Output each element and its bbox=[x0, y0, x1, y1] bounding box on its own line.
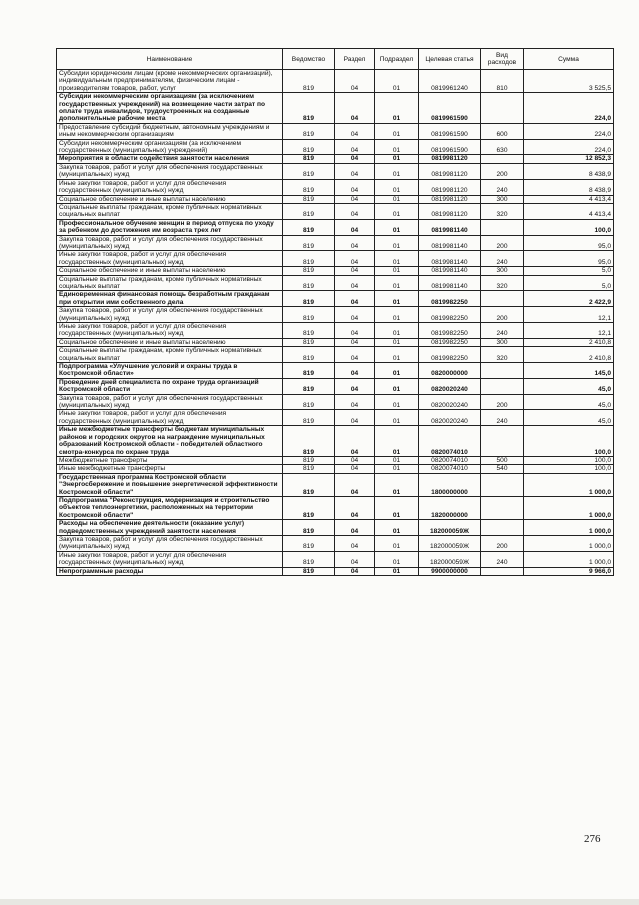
cell-name: Социальные выплаты гражданам, кроме публичных нормативных социальных выплат bbox=[57, 347, 283, 363]
cell-name: Закупка товаров, работ и услуг для обеспечения государственных (муниципальных) нужд bbox=[57, 235, 283, 251]
cell-celevaya-statya: 0820020240 bbox=[419, 410, 481, 426]
cell-razdel: 04 bbox=[335, 163, 375, 179]
cell-vid-rashodov: 200 bbox=[481, 235, 524, 251]
cell-podrazdel: 01 bbox=[375, 465, 419, 473]
cell-name: Подпрограмма "Реконструкция, модернизация и строительство объектов теплоэнергетики, расположенных на территории Костромской области" bbox=[57, 496, 283, 519]
cell-podrazdel: 01 bbox=[375, 179, 419, 195]
cell-vedomstvo: 819 bbox=[283, 456, 335, 464]
cell-summa: 12 852,3 bbox=[524, 155, 614, 163]
cell-summa: 8 438,9 bbox=[524, 179, 614, 195]
cell-vid-rashodov bbox=[481, 473, 524, 496]
cell-vedomstvo: 819 bbox=[283, 426, 335, 457]
cell-vedomstvo: 819 bbox=[283, 567, 335, 575]
table-row bbox=[57, 551, 614, 567]
cell-name: Предоставление субсидий бюджетным, автономным учреждениям и иным некоммерческим организациям bbox=[57, 123, 283, 139]
cell-vid-rashodov: 240 bbox=[481, 179, 524, 195]
table-body bbox=[57, 70, 614, 576]
cell-vid-rashodov: 240 bbox=[481, 251, 524, 267]
cell-name: Государственная программа Костромской области "Энергосбережение и повышение энергетической эффективности Костромской области" bbox=[57, 473, 283, 496]
cell-summa: 2 410,8 bbox=[524, 338, 614, 346]
cell-podrazdel: 01 bbox=[375, 456, 419, 464]
cell-vid-rashodov: 300 bbox=[481, 267, 524, 275]
cell-razdel: 04 bbox=[335, 323, 375, 339]
cell-summa: 95,0 bbox=[524, 251, 614, 267]
cell-razdel: 04 bbox=[335, 291, 375, 307]
table-row bbox=[57, 93, 614, 124]
scan-edge bbox=[0, 899, 639, 905]
cell-razdel: 04 bbox=[335, 347, 375, 363]
cell-celevaya-statya: 0819981140 bbox=[419, 275, 481, 291]
cell-celevaya-statya: 9900000000 bbox=[419, 567, 481, 575]
cell-name: Подпрограмма «Улучшение условий и охраны труда в Костромской области» bbox=[57, 363, 283, 379]
table-row bbox=[57, 496, 614, 519]
cell-razdel: 04 bbox=[335, 473, 375, 496]
cell-celevaya-statya: 0819981120 bbox=[419, 195, 481, 203]
cell-podrazdel: 01 bbox=[375, 323, 419, 339]
cell-podrazdel: 01 bbox=[375, 363, 419, 379]
cell-summa: 224,0 bbox=[524, 93, 614, 124]
cell-podrazdel: 01 bbox=[375, 70, 419, 93]
cell-razdel: 04 bbox=[335, 551, 375, 567]
cell-summa: 95,0 bbox=[524, 235, 614, 251]
cell-celevaya-statya: 0819982250 bbox=[419, 347, 481, 363]
table-row bbox=[57, 363, 614, 379]
cell-vedomstvo: 819 bbox=[283, 363, 335, 379]
cell-name: Закупка товаров, работ и услуг для обеспечения государственных (муниципальных) нужд bbox=[57, 394, 283, 410]
cell-celevaya-statya: 0819961240 bbox=[419, 70, 481, 93]
cell-vedomstvo: 819 bbox=[283, 93, 335, 124]
cell-vedomstvo: 819 bbox=[283, 535, 335, 551]
cell-vid-rashodov bbox=[481, 496, 524, 519]
cell-name: Социальное обеспечение и иные выплаты населению bbox=[57, 195, 283, 203]
cell-summa: 12,1 bbox=[524, 323, 614, 339]
cell-podrazdel: 01 bbox=[375, 473, 419, 496]
cell-razdel: 04 bbox=[335, 567, 375, 575]
budget-table bbox=[56, 48, 614, 576]
cell-razdel: 04 bbox=[335, 235, 375, 251]
cell-vid-rashodov: 200 bbox=[481, 307, 524, 323]
table-row bbox=[57, 267, 614, 275]
cell-vid-rashodov: 240 bbox=[481, 323, 524, 339]
cell-name: Иные закупки товаров, работ и услуг для обеспечения государственных (муниципальных) нужд bbox=[57, 251, 283, 267]
cell-podrazdel: 01 bbox=[375, 347, 419, 363]
cell-vid-rashodov: 300 bbox=[481, 338, 524, 346]
cell-podrazdel: 01 bbox=[375, 195, 419, 203]
cell-podrazdel: 01 bbox=[375, 155, 419, 163]
cell-summa: 145,0 bbox=[524, 363, 614, 379]
cell-podrazdel: 01 bbox=[375, 520, 419, 536]
cell-razdel: 04 bbox=[335, 496, 375, 519]
table-row bbox=[57, 235, 614, 251]
table-row bbox=[57, 275, 614, 291]
cell-celevaya-statya: 1820000000 bbox=[419, 496, 481, 519]
cell-vedomstvo: 819 bbox=[283, 155, 335, 163]
cell-razdel: 04 bbox=[335, 179, 375, 195]
cell-name: Социальные выплаты гражданам, кроме публичных нормативных социальных выплат bbox=[57, 203, 283, 219]
cell-vedomstvo: 819 bbox=[283, 267, 335, 275]
cell-vid-rashodov bbox=[481, 93, 524, 124]
cell-podrazdel: 01 bbox=[375, 163, 419, 179]
cell-name: Непрограммные расходы bbox=[57, 567, 283, 575]
cell-name: Субсидии некоммерческим организациям (за исключением государственных учреждений) на возмещение части затрат по оплате труда инвалидов, трудоустроенных на созданные дополнительные рабочие места bbox=[57, 93, 283, 124]
table-row bbox=[57, 307, 614, 323]
cell-summa: 2 422,9 bbox=[524, 291, 614, 307]
cell-razdel: 04 bbox=[335, 394, 375, 410]
table-header-row bbox=[57, 49, 614, 70]
cell-name: Социальные выплаты гражданам, кроме публичных нормативных социальных выплат bbox=[57, 275, 283, 291]
cell-vid-rashodov: 200 bbox=[481, 394, 524, 410]
table-row bbox=[57, 378, 614, 394]
cell-razdel: 04 bbox=[335, 307, 375, 323]
header-vedomstvo: Ведомство bbox=[283, 49, 335, 70]
cell-podrazdel: 01 bbox=[375, 93, 419, 124]
cell-razdel: 04 bbox=[335, 93, 375, 124]
cell-vedomstvo: 819 bbox=[283, 275, 335, 291]
table-row bbox=[57, 456, 614, 464]
cell-vedomstvo: 819 bbox=[283, 551, 335, 567]
cell-summa: 100,0 bbox=[524, 465, 614, 473]
cell-vid-rashodov: 240 bbox=[481, 410, 524, 426]
cell-vedomstvo: 819 bbox=[283, 347, 335, 363]
cell-name: Закупка товаров, работ и услуг для обеспечения государственных (муниципальных) нужд bbox=[57, 307, 283, 323]
cell-vid-rashodov bbox=[481, 426, 524, 457]
cell-podrazdel: 01 bbox=[375, 567, 419, 575]
cell-vedomstvo: 819 bbox=[283, 179, 335, 195]
table-row bbox=[57, 163, 614, 179]
cell-summa: 1 000,0 bbox=[524, 551, 614, 567]
cell-podrazdel: 01 bbox=[375, 535, 419, 551]
cell-vid-rashodov: 320 bbox=[481, 275, 524, 291]
header-razdel: Раздел bbox=[335, 49, 375, 70]
cell-name: Проведение дней специалиста по охране труда организаций Костромской области bbox=[57, 378, 283, 394]
cell-celevaya-statya: 0820020240 bbox=[419, 378, 481, 394]
cell-vedomstvo: 819 bbox=[283, 520, 335, 536]
cell-podrazdel: 01 bbox=[375, 338, 419, 346]
table-row bbox=[57, 291, 614, 307]
cell-vedomstvo: 819 bbox=[283, 410, 335, 426]
cell-vid-rashodov: 300 bbox=[481, 195, 524, 203]
table-row bbox=[57, 323, 614, 339]
cell-name: Социальное обеспечение и иные выплаты населению bbox=[57, 267, 283, 275]
cell-celevaya-statya: 182000059Ж bbox=[419, 520, 481, 536]
table-row bbox=[57, 410, 614, 426]
cell-summa: 8 438,9 bbox=[524, 163, 614, 179]
cell-vid-rashodov: 320 bbox=[481, 203, 524, 219]
cell-celevaya-statya: 1800000000 bbox=[419, 473, 481, 496]
cell-vid-rashodov bbox=[481, 520, 524, 536]
cell-razdel: 04 bbox=[335, 338, 375, 346]
cell-podrazdel: 01 bbox=[375, 251, 419, 267]
cell-celevaya-statya: 0819961590 bbox=[419, 139, 481, 155]
cell-summa: 1 000,0 bbox=[524, 535, 614, 551]
cell-vid-rashodov: 600 bbox=[481, 123, 524, 139]
cell-vid-rashodov: 540 bbox=[481, 465, 524, 473]
cell-razdel: 04 bbox=[335, 410, 375, 426]
cell-vedomstvo: 819 bbox=[283, 251, 335, 267]
cell-summa: 5,0 bbox=[524, 267, 614, 275]
table-row bbox=[57, 520, 614, 536]
cell-name: Иные межбюджетные трансферты бюджетам муниципальных районов и городских округов на награждение муниципальных образований Костромской области - победителей областного смотра-конкурса по охране труда bbox=[57, 426, 283, 457]
cell-name: Профессиональное обучение женщин в период отпуска по уходу за ребенком до достижения им возраста трех лет bbox=[57, 219, 283, 235]
cell-vid-rashodov bbox=[481, 291, 524, 307]
cell-podrazdel: 01 bbox=[375, 139, 419, 155]
cell-celevaya-statya: 0819981120 bbox=[419, 203, 481, 219]
cell-celevaya-statya: 0819981140 bbox=[419, 251, 481, 267]
cell-razdel: 04 bbox=[335, 456, 375, 464]
cell-vedomstvo: 819 bbox=[283, 496, 335, 519]
cell-name: Закупка товаров, работ и услуг для обеспечения государственных (муниципальных) нужд bbox=[57, 163, 283, 179]
table-row bbox=[57, 473, 614, 496]
cell-podrazdel: 01 bbox=[375, 235, 419, 251]
cell-podrazdel: 01 bbox=[375, 203, 419, 219]
table-row bbox=[57, 203, 614, 219]
cell-name: Субсидии некоммерческим организациям (за исключением государственных (муниципальных) учреждений) bbox=[57, 139, 283, 155]
cell-name: Единовременная финансовая помощь безработным гражданам при открытии ими собственного дела bbox=[57, 291, 283, 307]
cell-vid-rashodov: 320 bbox=[481, 347, 524, 363]
cell-podrazdel: 01 bbox=[375, 275, 419, 291]
cell-razdel: 04 bbox=[335, 520, 375, 536]
cell-name: Иные закупки товаров, работ и услуг для обеспечения государственных (муниципальных) нужд bbox=[57, 410, 283, 426]
cell-vid-rashodov: 630 bbox=[481, 139, 524, 155]
cell-celevaya-statya: 0819982250 bbox=[419, 307, 481, 323]
cell-podrazdel: 01 bbox=[375, 219, 419, 235]
cell-podrazdel: 01 bbox=[375, 123, 419, 139]
cell-celevaya-statya: 0819981140 bbox=[419, 267, 481, 275]
cell-podrazdel: 01 bbox=[375, 496, 419, 519]
cell-summa: 1 000,0 bbox=[524, 496, 614, 519]
table-row bbox=[57, 70, 614, 93]
cell-vedomstvo: 819 bbox=[283, 219, 335, 235]
cell-vedomstvo: 819 bbox=[283, 203, 335, 219]
cell-summa: 100,0 bbox=[524, 456, 614, 464]
cell-vid-rashodov: 240 bbox=[481, 551, 524, 567]
cell-razdel: 04 bbox=[335, 219, 375, 235]
cell-summa: 4 413,4 bbox=[524, 203, 614, 219]
cell-razdel: 04 bbox=[335, 267, 375, 275]
cell-celevaya-statya: 0819982250 bbox=[419, 338, 481, 346]
cell-summa: 224,0 bbox=[524, 123, 614, 139]
cell-celevaya-statya: 0819981120 bbox=[419, 163, 481, 179]
table-row bbox=[57, 139, 614, 155]
cell-vid-rashodov bbox=[481, 363, 524, 379]
cell-celevaya-statya: 0819982250 bbox=[419, 323, 481, 339]
cell-celevaya-statya: 0819981140 bbox=[419, 235, 481, 251]
cell-summa: 9 966,0 bbox=[524, 567, 614, 575]
table-row bbox=[57, 465, 614, 473]
cell-vid-rashodov: 200 bbox=[481, 163, 524, 179]
table-row bbox=[57, 219, 614, 235]
cell-podrazdel: 01 bbox=[375, 291, 419, 307]
cell-name: Иные закупки товаров, работ и услуг для обеспечения государственных (муниципальных) нужд bbox=[57, 551, 283, 567]
cell-celevaya-statya: 182000059Ж bbox=[419, 535, 481, 551]
cell-summa: 12,1 bbox=[524, 307, 614, 323]
cell-vid-rashodov bbox=[481, 567, 524, 575]
cell-podrazdel: 01 bbox=[375, 410, 419, 426]
table-row bbox=[57, 338, 614, 346]
cell-summa: 45,0 bbox=[524, 378, 614, 394]
cell-vedomstvo: 819 bbox=[283, 139, 335, 155]
cell-vedomstvo: 819 bbox=[283, 394, 335, 410]
cell-name: Социальное обеспечение и иные выплаты населению bbox=[57, 338, 283, 346]
cell-vid-rashodov: 500 bbox=[481, 456, 524, 464]
cell-vid-rashodov bbox=[481, 378, 524, 394]
cell-celevaya-statya: 0820074010 bbox=[419, 465, 481, 473]
table-row bbox=[57, 179, 614, 195]
cell-razdel: 04 bbox=[335, 155, 375, 163]
cell-celevaya-statya: 0819981140 bbox=[419, 219, 481, 235]
cell-razdel: 04 bbox=[335, 139, 375, 155]
cell-celevaya-statya: 0819981120 bbox=[419, 155, 481, 163]
cell-razdel: 04 bbox=[335, 70, 375, 93]
table-row bbox=[57, 195, 614, 203]
cell-celevaya-statya: 0820074010 bbox=[419, 456, 481, 464]
cell-vid-rashodov bbox=[481, 219, 524, 235]
header-name: Наименование bbox=[57, 49, 283, 70]
cell-celevaya-statya: 0819982250 bbox=[419, 291, 481, 307]
cell-razdel: 04 bbox=[335, 535, 375, 551]
cell-summa: 1 000,0 bbox=[524, 520, 614, 536]
cell-vid-rashodov: 810 bbox=[481, 70, 524, 93]
cell-podrazdel: 01 bbox=[375, 551, 419, 567]
cell-vedomstvo: 819 bbox=[283, 291, 335, 307]
cell-razdel: 04 bbox=[335, 203, 375, 219]
cell-summa: 3 525,5 bbox=[524, 70, 614, 93]
cell-summa: 5,0 bbox=[524, 275, 614, 291]
cell-vedomstvo: 819 bbox=[283, 473, 335, 496]
cell-razdel: 04 bbox=[335, 195, 375, 203]
header-podrazdel: Подраздел bbox=[375, 49, 419, 70]
cell-name: Расходы на обеспечение деятельности (оказание услуг) подведомственных учреждений занятости населения bbox=[57, 520, 283, 536]
cell-vedomstvo: 819 bbox=[283, 70, 335, 93]
cell-vedomstvo: 819 bbox=[283, 195, 335, 203]
header-celevaya-statya: Целевая статья bbox=[419, 49, 481, 70]
cell-summa: 45,0 bbox=[524, 394, 614, 410]
header-vid-rashodov: Вид расходов bbox=[481, 49, 524, 70]
cell-vedomstvo: 819 bbox=[283, 123, 335, 139]
cell-name: Субсидии юридическим лицам (кроме некоммерческих организаций), индивидуальным предпринимателям, физическим лицам - производителям товаров, работ, услуг bbox=[57, 70, 283, 93]
cell-summa: 2 410,8 bbox=[524, 347, 614, 363]
cell-razdel: 04 bbox=[335, 123, 375, 139]
cell-vedomstvo: 819 bbox=[283, 235, 335, 251]
table-row bbox=[57, 535, 614, 551]
cell-vedomstvo: 819 bbox=[283, 323, 335, 339]
cell-summa: 45,0 bbox=[524, 410, 614, 426]
cell-summa: 100,0 bbox=[524, 219, 614, 235]
cell-celevaya-statya: 0820074010 bbox=[419, 426, 481, 457]
cell-razdel: 04 bbox=[335, 363, 375, 379]
cell-celevaya-statya: 0819961590 bbox=[419, 123, 481, 139]
cell-podrazdel: 01 bbox=[375, 307, 419, 323]
cell-celevaya-statya: 0819961590 bbox=[419, 93, 481, 124]
cell-vedomstvo: 819 bbox=[283, 378, 335, 394]
table-row bbox=[57, 394, 614, 410]
cell-summa: 100,0 bbox=[524, 426, 614, 457]
cell-name: Иные закупки товаров, работ и услуг для обеспечения государственных (муниципальных) нужд bbox=[57, 323, 283, 339]
cell-podrazdel: 01 bbox=[375, 394, 419, 410]
table-row bbox=[57, 347, 614, 363]
cell-razdel: 04 bbox=[335, 275, 375, 291]
cell-name: Иные закупки товаров, работ и услуг для обеспечения государственных (муниципальных) нужд bbox=[57, 179, 283, 195]
cell-celevaya-statya: 0820020240 bbox=[419, 394, 481, 410]
cell-name: Мероприятия в области содействия занятости населения bbox=[57, 155, 283, 163]
cell-podrazdel: 01 bbox=[375, 426, 419, 457]
cell-vedomstvo: 819 bbox=[283, 163, 335, 179]
page-number: 276 bbox=[584, 833, 601, 845]
cell-vid-rashodov: 200 bbox=[481, 535, 524, 551]
cell-summa: 4 413,4 bbox=[524, 195, 614, 203]
cell-vedomstvo: 819 bbox=[283, 338, 335, 346]
cell-summa: 224,0 bbox=[524, 139, 614, 155]
table-row bbox=[57, 251, 614, 267]
cell-razdel: 04 bbox=[335, 426, 375, 457]
cell-vid-rashodov bbox=[481, 155, 524, 163]
table-row bbox=[57, 123, 614, 139]
cell-vedomstvo: 819 bbox=[283, 465, 335, 473]
cell-celevaya-statya: 0819981120 bbox=[419, 179, 481, 195]
cell-name: Иные межбюджетные трансферты bbox=[57, 465, 283, 473]
cell-celevaya-statya: 0820000000 bbox=[419, 363, 481, 379]
table-row bbox=[57, 567, 614, 575]
cell-name: Закупка товаров, работ и услуг для обеспечения государственных (муниципальных) нужд bbox=[57, 535, 283, 551]
table-row bbox=[57, 155, 614, 163]
cell-razdel: 04 bbox=[335, 378, 375, 394]
header-summa: Сумма bbox=[524, 49, 614, 70]
cell-vedomstvo: 819 bbox=[283, 307, 335, 323]
cell-celevaya-statya: 182000059Ж bbox=[419, 551, 481, 567]
cell-podrazdel: 01 bbox=[375, 267, 419, 275]
cell-razdel: 04 bbox=[335, 251, 375, 267]
cell-name: Межбюджетные трансферты bbox=[57, 456, 283, 464]
cell-razdel: 04 bbox=[335, 465, 375, 473]
table-row bbox=[57, 426, 614, 457]
cell-summa: 1 000,0 bbox=[524, 473, 614, 496]
cell-podrazdel: 01 bbox=[375, 378, 419, 394]
